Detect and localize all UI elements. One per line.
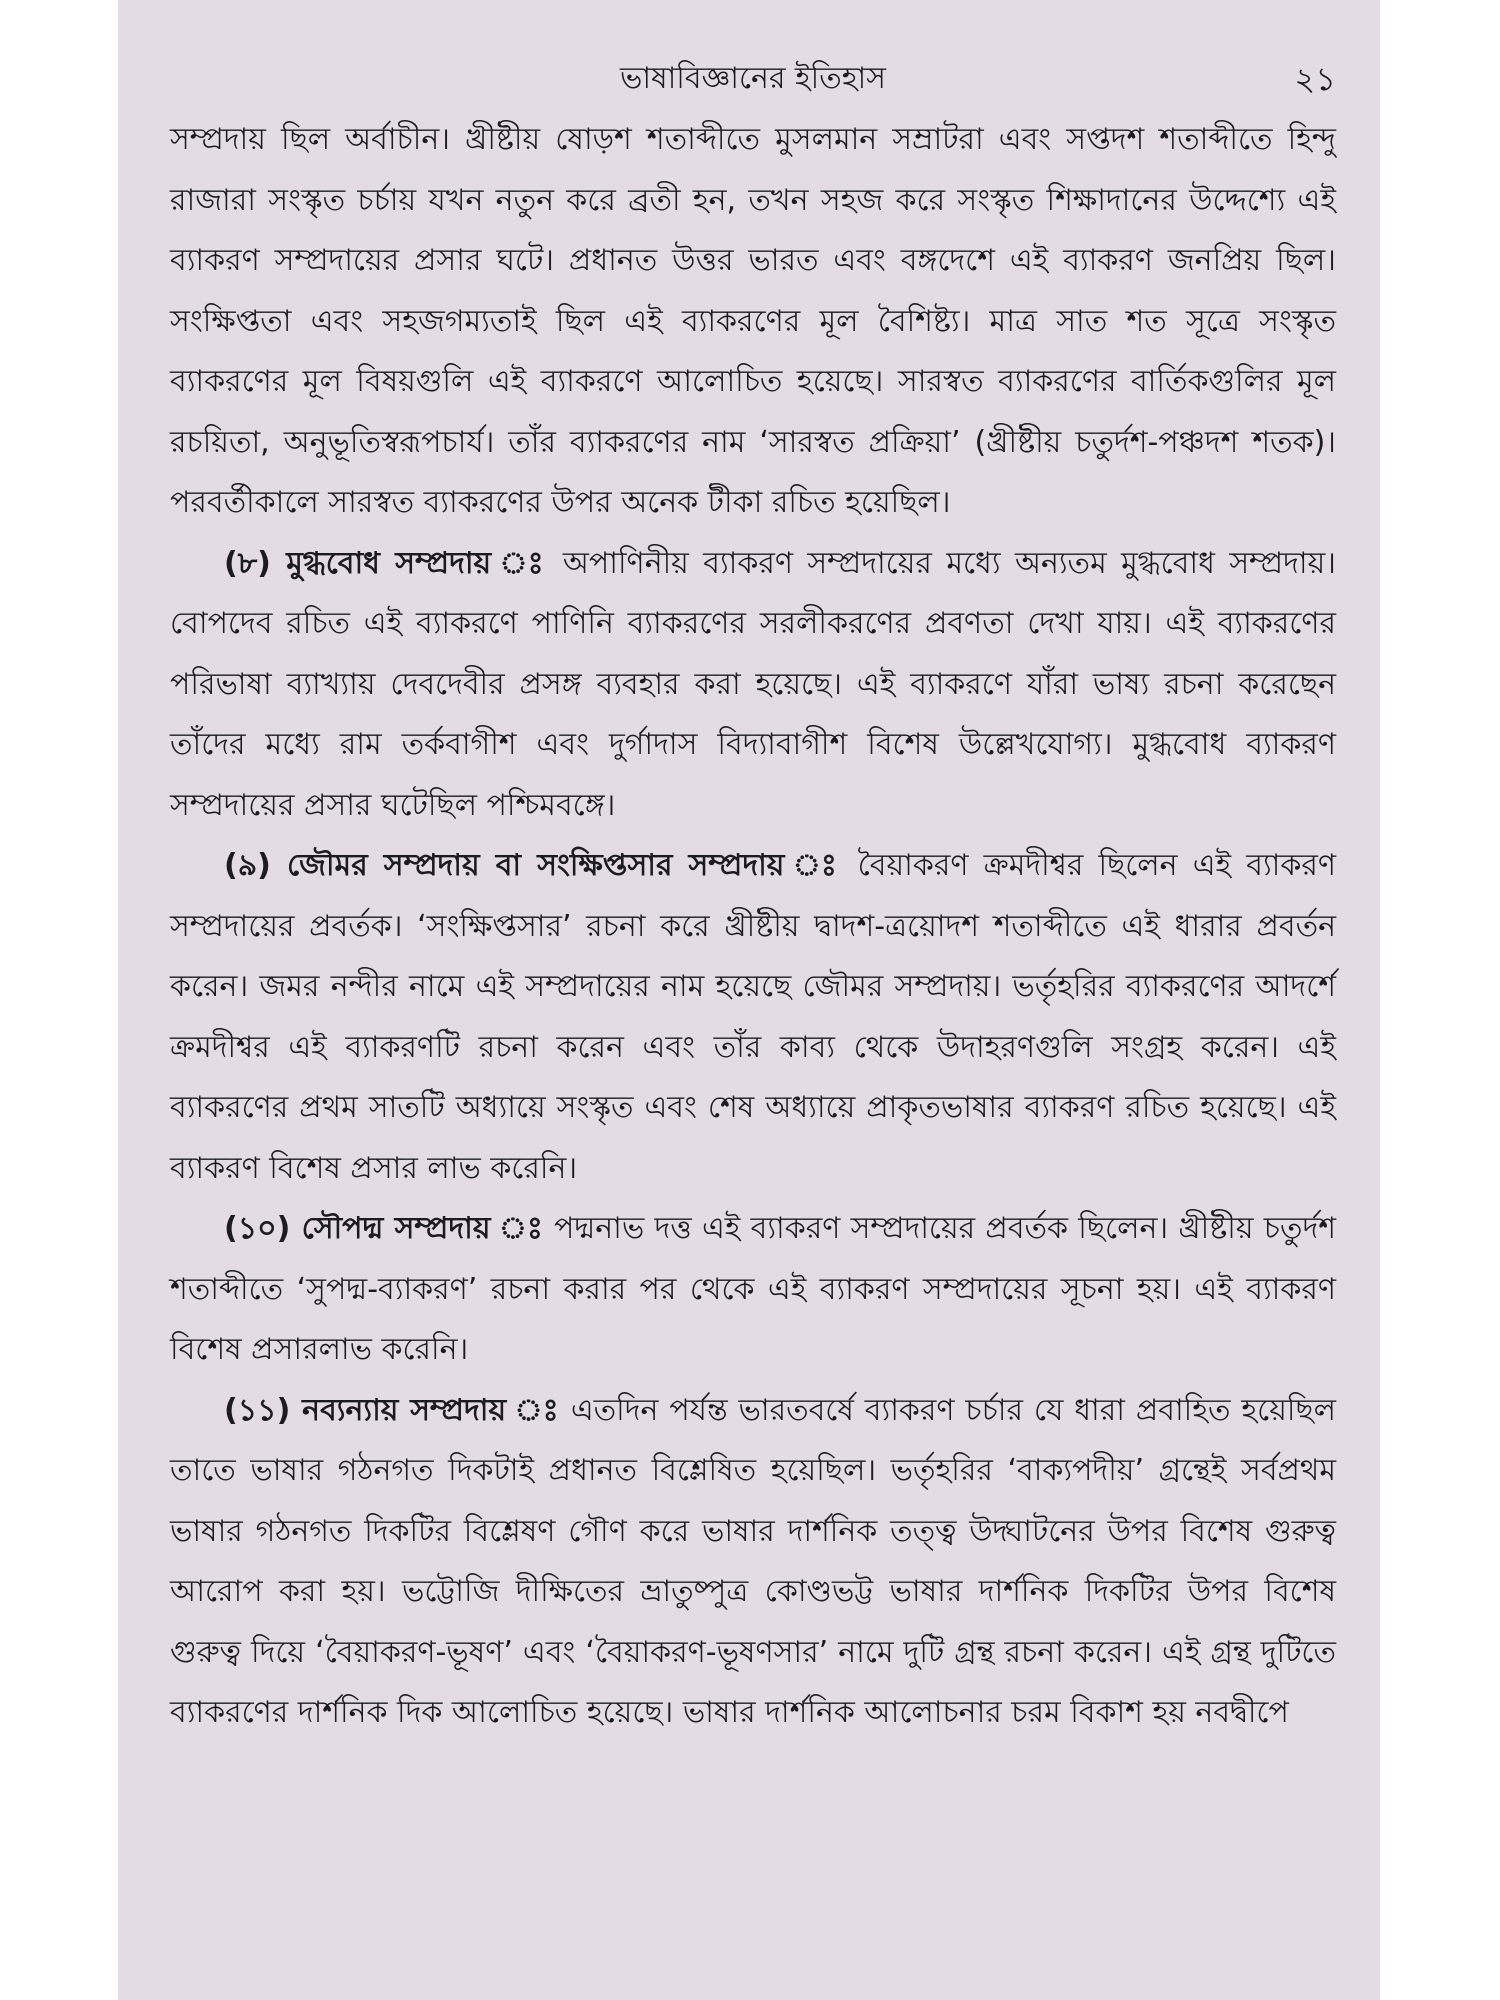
paragraph-text: অপাণিনীয় ব্যাকরণ সম্প্রদায়ের মধ্যে অন্যতম মুগ্ধবোধ সম্প্রদায়। বোপদেব রচিত এই ব্যাকরণে পাণিনি ব্যাকরণের সরলীকরণের প্রবণতা দেখা যায়। এই ব্যাকরণের পরিভাষা ব্যাখ্যায় দেবদেবীর প্রসঙ্গ ব্যবহার করা হয়েছে। এই ব্যাকরণে যাঁরা ভাষ্য রচনা করেছেন তাঁদের মধ্যে রাম তর্কবাগীশ এবং দুর্গাদাস বিদ্যাবাগীশ বিশেষ উল্লেখযোগ্য। মুগ্ধবোধ ব্যাকরণ সম্প্রদায়ের প্রসার ঘটেছিল পশ্চিমবঙ্গে। (170, 545, 1336, 823)
running-title: ভাষাবিজ্ঞানের ইতিহাস (620, 61, 886, 96)
paragraph-text: বৈয়াকরণ ক্রমদীশ্বর ছিলেন এই ব্যাকরণ সম্প্রদায়ের প্রবর্তক। ‘সংক্ষিপ্তসার’ রচনা করে খ্রীষ্টীয় দ্বাদশ-ত্রয়োদশ শতাব্দীতে এই ধারার প্রবর্তন করেন। জমর নন্দীর নামে এই সম্প্রদায়ের নাম হয়েছে জৌমর সম্প্রদায়। ভর্তৃহরির ব্যাকরণের আদর্শে ক্রমদীশ্বর এই ব্যাকরণটি রচনা করেন এবং তাঁর কাব্য থেকে উদাহরণগুলি সংগ্রহ করেন। এই ব্যাকরণের প্রথম সাতটি অধ্যায়ে সংস্কৃত এবং শেষ অধ্যায়ে প্রাকৃতভাষার ব্যাকরণ রচিত হয়েছে। এই ব্যাকরণ বিশেষ প্রসার লাভ করেনি। (170, 848, 1337, 1186)
paragraph-text: পদ্মনাভ দত্ত এই ব্যাকরণ সম্প্রদায়ের প্রবর্তক ছিলেন। খ্রীষ্টীয় চতুর্দশ শতাব্দীতে ‘সুপদ্ম-ব্যাকরণ’ রচনা করার পর থেকে এই ব্যাকরণ সম্প্রদায়ের সূচনা হয়। এই ব্যাকরণ বিশেষ প্রসারলাভ করেনি। (170, 1211, 1336, 1367)
paragraph-continued (170, 110, 1336, 534)
book-page (118, 0, 1380, 2000)
paragraph-text: সম্প্রদায় ছিল অর্বাচীন। খ্রীষ্টীয় ষোড়শ শতাব্দীতে মুসলমান সম্রাটরা এবং সপ্তদশ শতাব্দীতে হিন্দু রাজারা সংস্কৃত চর্চায় যখন নতুন করে ব্রতী হন, তখন সহজ করে সংস্কৃত শিক্ষাদানের উদ্দেশ্যে এই ব্যাকরণ সম্প্রদায়ের প্রসার ঘটে। প্রধানত উত্তর ভারত এবং বঙ্গদেশে এই ব্যাকরণ জনপ্রিয় ছিল। সংক্ষিপ্ততা এবং সহজগম্যতাই ছিল এই ব্যাকরণের মূল বৈশিষ্ট্য। মাত্র সাত শত সূত্রে সংস্কৃত ব্যাকরণের মূল বিষয়গুলি এই ব্যাকরণে আলোচিত হয়েছে। সারস্বত ব্যাকরণের বার্তিকগুলির মূল রচয়িতা, অনুভূতিস্বরূপচার্য। তাঁর ব্যাকরণের নাম ‘সারস্বত প্রক্রিয়া’ (খ্রীষ্টীয় চতুর্দশ-পঞ্চদশ শতক)। পরবর্তীকালে সারস্বত ব্যাকরণের উপর অনেক টীকা রচিত হয়েছিল। (170, 122, 1336, 520)
section-mugdhabodh (170, 534, 1336, 837)
section-heading: (৯) জৌমর সম্প্রদায় বা সংক্ষিপ্তসার সম্প্রদায় ঃ (224, 848, 843, 883)
section-jaumar (170, 836, 1336, 1199)
section-navyanyay (170, 1381, 1336, 1744)
section-heading: (১১) নব্যন্যায় সম্প্রদায় ঃ (224, 1392, 560, 1428)
section-saupadma (170, 1199, 1336, 1381)
page-number: ২১ (1294, 60, 1336, 98)
paragraph-text: এতদিন পর্যন্ত ভারতবর্ষে ব্যাকরণ চর্চার যে ধারা প্রবাহিত হয়েছিল তাতে ভাষার গঠনগত দিকটাই প্রধানত বিশ্লেষিত হয়েছিল। ভর্তৃহরির ‘বাক্যপদীয়’ গ্রন্থেই সর্বপ্রথম ভাষার গঠনগত দিকটির বিশ্লেষণ গৌণ করে ভাষার দার্শনিক তত্ত্ব উদ্ঘাটনের উপর বিশেষ গুরুত্ব আরোপ করা হয়। ভট্টোজি দীক্ষিতের ভ্রাতুষ্পুত্র কোণ্ডভট্ট ভাষার দার্শনিক দিকটির উপর বিশেষ গুরুত্ব দিয়ে ‘বৈয়াকরণ-ভূষণ’ এবং ‘বৈয়াকরণ-ভূষণসার’ নামে দুটি গ্রন্থ রচনা করেন। এই গ্রন্থ দুটিতে ব্যাকরণের দার্শনিক দিক আলোচিত হয়েছে। ভাষার দার্শনিক আলোচনার চরম বিকাশ হয় নবদ্বীপে (170, 1392, 1336, 1730)
body-text (170, 110, 1336, 1744)
running-header (170, 48, 1336, 110)
section-heading: (৮) মুগ্ধবোধ সম্প্রদায় ঃ (224, 545, 549, 581)
section-heading: (১০) সৌপদ্ম সম্প্রদায় ঃ (224, 1211, 544, 1246)
